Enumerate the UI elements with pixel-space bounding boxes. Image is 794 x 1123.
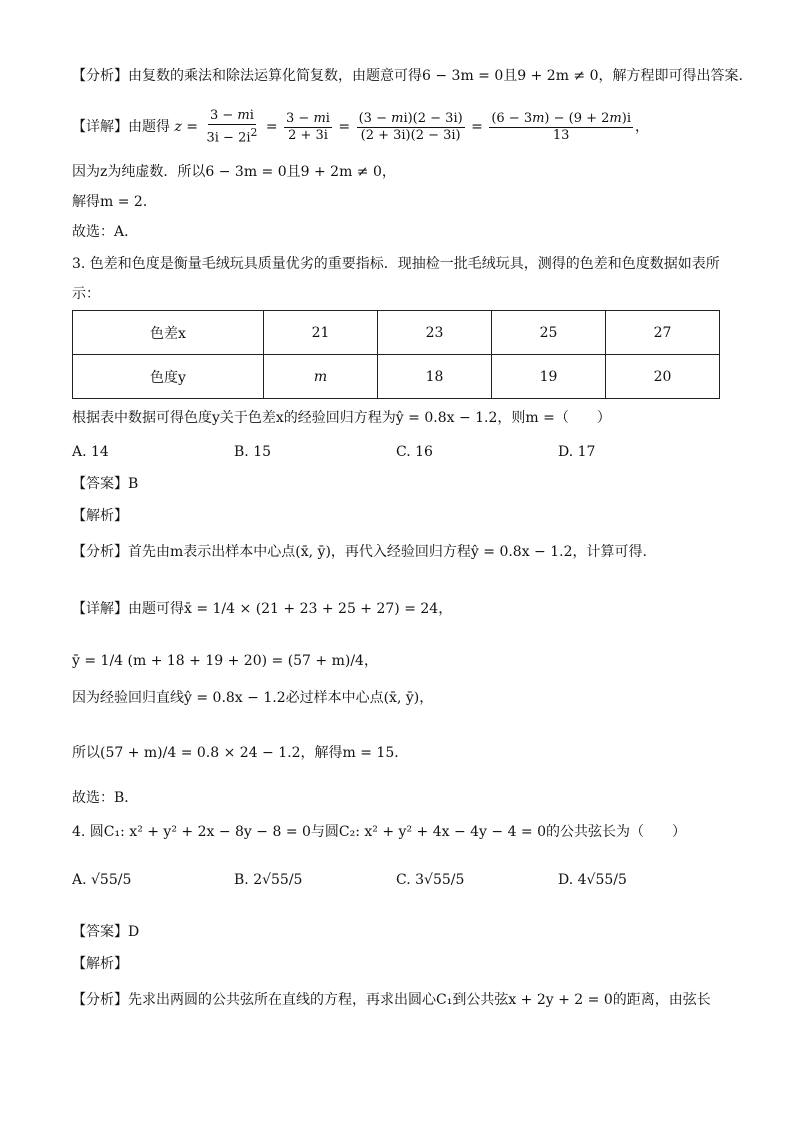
q2-choose: 故选：A． bbox=[72, 224, 139, 240]
q3-answer-label: 【答案】 bbox=[72, 476, 128, 492]
q4-answer-line bbox=[72, 922, 139, 942]
q3-choose: 故选：B． bbox=[72, 790, 139, 806]
q3-so: 所以(57 + m)/4 = 0.8 × 24 − 1.2，解得m = 15． bbox=[72, 745, 409, 761]
table-cell: 27 bbox=[606, 311, 720, 355]
q4-analysis-line bbox=[72, 990, 711, 1010]
option-d: D. 17 bbox=[558, 444, 596, 460]
q4-jiexi-label: 【解析】 bbox=[72, 956, 128, 972]
q3-detail-xbar-line bbox=[72, 592, 452, 626]
q2-detail-prefix: 由题得 bbox=[128, 119, 170, 136]
q2-solve: 解得m = 2． bbox=[72, 194, 157, 210]
table-cell: 25 bbox=[492, 311, 606, 355]
table-header-cell: 色差x bbox=[73, 311, 264, 355]
q2-analysis-label: 【分析】 bbox=[72, 68, 128, 84]
q3-data-table bbox=[72, 310, 720, 399]
q3-detail-label: 【详解】 bbox=[72, 601, 128, 617]
table-row bbox=[73, 355, 720, 399]
table-cell: 18 bbox=[378, 355, 492, 399]
table-cell: m bbox=[264, 355, 378, 399]
table-header-cell: 色度y bbox=[73, 355, 264, 399]
q3-options bbox=[72, 444, 720, 460]
q2-detail-line bbox=[72, 108, 649, 146]
table-row bbox=[73, 311, 720, 355]
q4-answer-label: 【答案】 bbox=[72, 924, 128, 940]
q3-answer-line bbox=[72, 474, 138, 494]
option-a: A. √55/5 bbox=[72, 872, 132, 888]
q3-detail-ybar: ȳ = 1/4 (m + 18 + 19 + 20) = (57 + m)/4， bbox=[72, 653, 378, 669]
q3-analysis-label: 【分析】 bbox=[72, 544, 128, 560]
q3-question: 根据表中数据可得色度y关于色差x的经验回归方程为ŷ = 0.8x − 1.2，则m =（ ） bbox=[72, 410, 611, 426]
q2-analysis-text: 由复数的乘法和除法运算化简复数，由题意可得6 − 3m = 0且9 + 2m ≠ 0，解方程即可得出答案. bbox=[128, 68, 743, 84]
q2-detail-label: 【详解】 bbox=[72, 119, 128, 136]
q2-analysis-line bbox=[72, 66, 743, 86]
q4-answer: D bbox=[128, 924, 140, 940]
q3-jiexi-label: 【解析】 bbox=[72, 508, 128, 524]
q4-options bbox=[72, 872, 720, 888]
q3-analysis-text: 首先由m表示出样本中心点(x̄, ȳ)，再代入经验回归方程ŷ = 0.8x − 1.2，计算可得. bbox=[128, 544, 647, 560]
option-b: B. 15 bbox=[234, 444, 272, 460]
q3-answer: B bbox=[128, 476, 139, 492]
q2-z-expression: z = $\frac{3 - mi}{3i - 2i^2}$ = $\frac{3 - mi}{2 + 3i}$ = $\frac{(3 - mi)(2 - 3i)}{(2 + 3i)(2 - 3i)}$ = $\frac{(6 - 3m) - (9 + 2m)i}{13}$ ， bbox=[174, 108, 649, 146]
q4-analysis-text: 先求出两圆的公共弦所在直线的方程，再求出圆心C₁到公共弦x + 2y + 2 = 0的距离，由弦长 bbox=[128, 992, 711, 1008]
option-c: C. 16 bbox=[396, 444, 433, 460]
q4-analysis-label: 【分析】 bbox=[72, 992, 128, 1008]
option-b: B. 2√55/5 bbox=[234, 872, 303, 888]
q3-stem-line1: 3. 色差和色度是衡量毛绒玩具质量优劣的重要指标．现抽检一批毛绒玩具，测得的色差和色度数据如表所 bbox=[72, 256, 720, 272]
table-cell: 19 bbox=[492, 355, 606, 399]
q4-stem: 4. 圆C₁: x² + y² + 2x − 8y − 8 = 0与圆C₂: x² + y² + 4x − 4y − 4 = 0的公共弦长为（ ） bbox=[72, 824, 687, 840]
q3-detail-xbar: 由题可得x̄ = 1/4 × (21 + 23 + 25 + 27) = 24， bbox=[128, 601, 453, 617]
option-d: D. 4√55/5 bbox=[558, 872, 627, 888]
option-a: A. 14 bbox=[72, 444, 109, 460]
table-cell: 20 bbox=[606, 355, 720, 399]
q2-pure-imag: 因为z为纯虚数．所以6 − 3m = 0且9 + 2m ≠ 0， bbox=[72, 164, 396, 180]
table-cell: 21 bbox=[264, 311, 378, 355]
table-cell: 23 bbox=[378, 311, 492, 355]
q3-analysis-line bbox=[72, 542, 647, 562]
q3-stem-line2: 示： bbox=[72, 286, 100, 302]
option-c: C. 3√55/5 bbox=[396, 872, 465, 888]
q3-line-passes: 因为经验回归直线ŷ = 0.8x − 1.2必过样本中心点(x̄, ȳ)， bbox=[72, 690, 434, 706]
